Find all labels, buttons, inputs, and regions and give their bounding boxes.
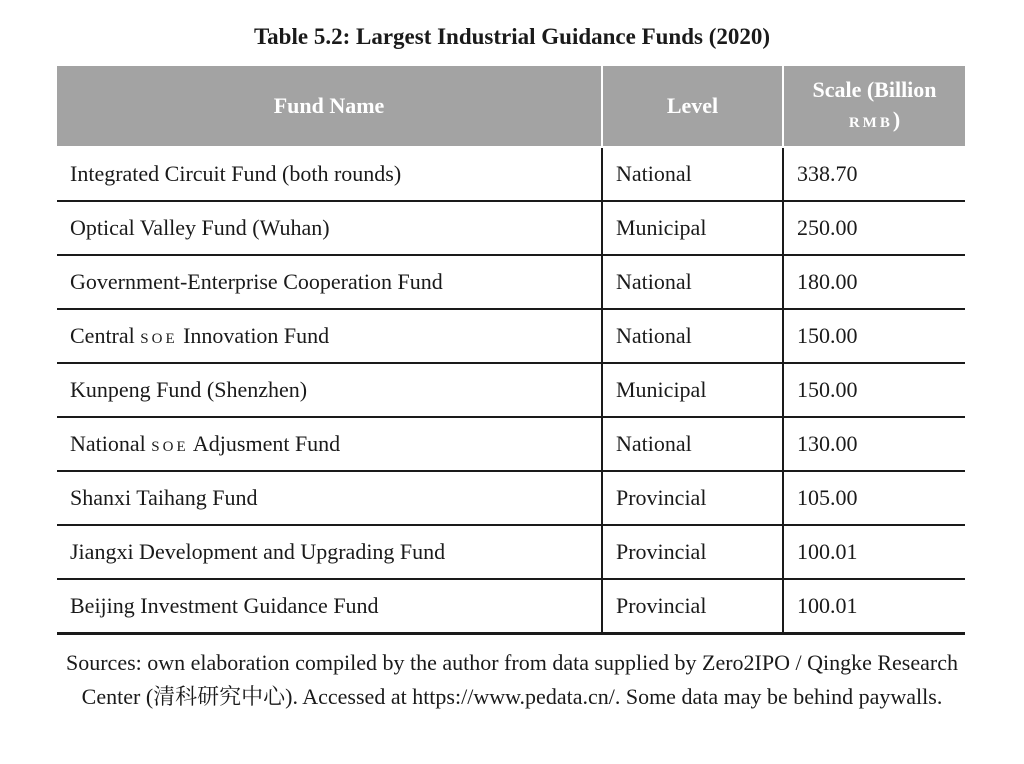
header-level: Level (602, 66, 783, 147)
header-fund-name: Fund Name (57, 66, 602, 147)
fund-name-prefix: Central (70, 323, 141, 348)
fund-name-cell: Jiangxi Development and Upgrading Fund (57, 525, 602, 579)
scale-cell: 100.01 (783, 579, 965, 634)
header-scale-unit: RMB (848, 114, 893, 131)
level-cell: National (602, 255, 783, 309)
fund-name-cell (57, 417, 602, 471)
level-cell: Municipal (602, 363, 783, 417)
scale-cell: 338.70 (783, 147, 965, 201)
header-scale-close: ) (892, 106, 901, 132)
scale-cell: 150.00 (783, 309, 965, 363)
table-title: Table 5.2: Largest Industrial Guidance Funds (2020) (253, 24, 771, 49)
fund-name-cell (57, 309, 602, 363)
level-cell: Provincial (602, 579, 783, 634)
level-cell: National (602, 147, 783, 201)
fund-name-suffix: Innovation Fund (177, 323, 330, 348)
table-row (57, 147, 965, 201)
fund-name-prefix: National (70, 431, 152, 456)
scale-cell: 250.00 (783, 201, 965, 255)
fund-name-cell: Beijing Investment Guidance Fund (57, 579, 602, 634)
scale-cell: 105.00 (783, 471, 965, 525)
level-cell: Provincial (602, 525, 783, 579)
table-header-row (57, 66, 965, 147)
table-row (57, 471, 965, 525)
fund-name-suffix: Adjusment Fund (188, 431, 341, 456)
table-row (57, 417, 965, 471)
fund-name-cell: Shanxi Taihang Fund (57, 471, 602, 525)
scale-cell: 130.00 (783, 417, 965, 471)
header-scale-label: Scale (Billion (812, 76, 937, 102)
table-row (57, 525, 965, 579)
table-row (57, 309, 965, 363)
table-caption: Sources: own elaboration compiled by the author from data supplied by Zero2IPO / Qingke Research Center (清科研究中心). Accessed at https://www.pedata.cn/. Some data may be behind paywalls. (66, 650, 958, 709)
scale-cell: 180.00 (783, 255, 965, 309)
level-cell: National (602, 309, 783, 363)
fund-name-cell: Government-Enterprise Cooperation Fund (57, 255, 602, 309)
header-scale (783, 66, 965, 147)
level-cell: National (602, 417, 783, 471)
level-cell: Municipal (602, 201, 783, 255)
funds-table (57, 66, 965, 635)
level-cell: Provincial (602, 471, 783, 525)
scale-cell: 100.01 (783, 525, 965, 579)
fund-name-cell: Kunpeng Fund (Shenzhen) (57, 363, 602, 417)
fund-name-cell: Integrated Circuit Fund (both rounds) (57, 147, 602, 201)
table-row (57, 363, 965, 417)
table-row (57, 201, 965, 255)
soe-abbreviation: SOE (140, 331, 178, 347)
soe-abbreviation: SOE (151, 439, 189, 455)
table-row (57, 579, 965, 634)
fund-name-cell: Optical Valley Fund (Wuhan) (57, 201, 602, 255)
table-row (57, 255, 965, 309)
scale-cell: 150.00 (783, 363, 965, 417)
